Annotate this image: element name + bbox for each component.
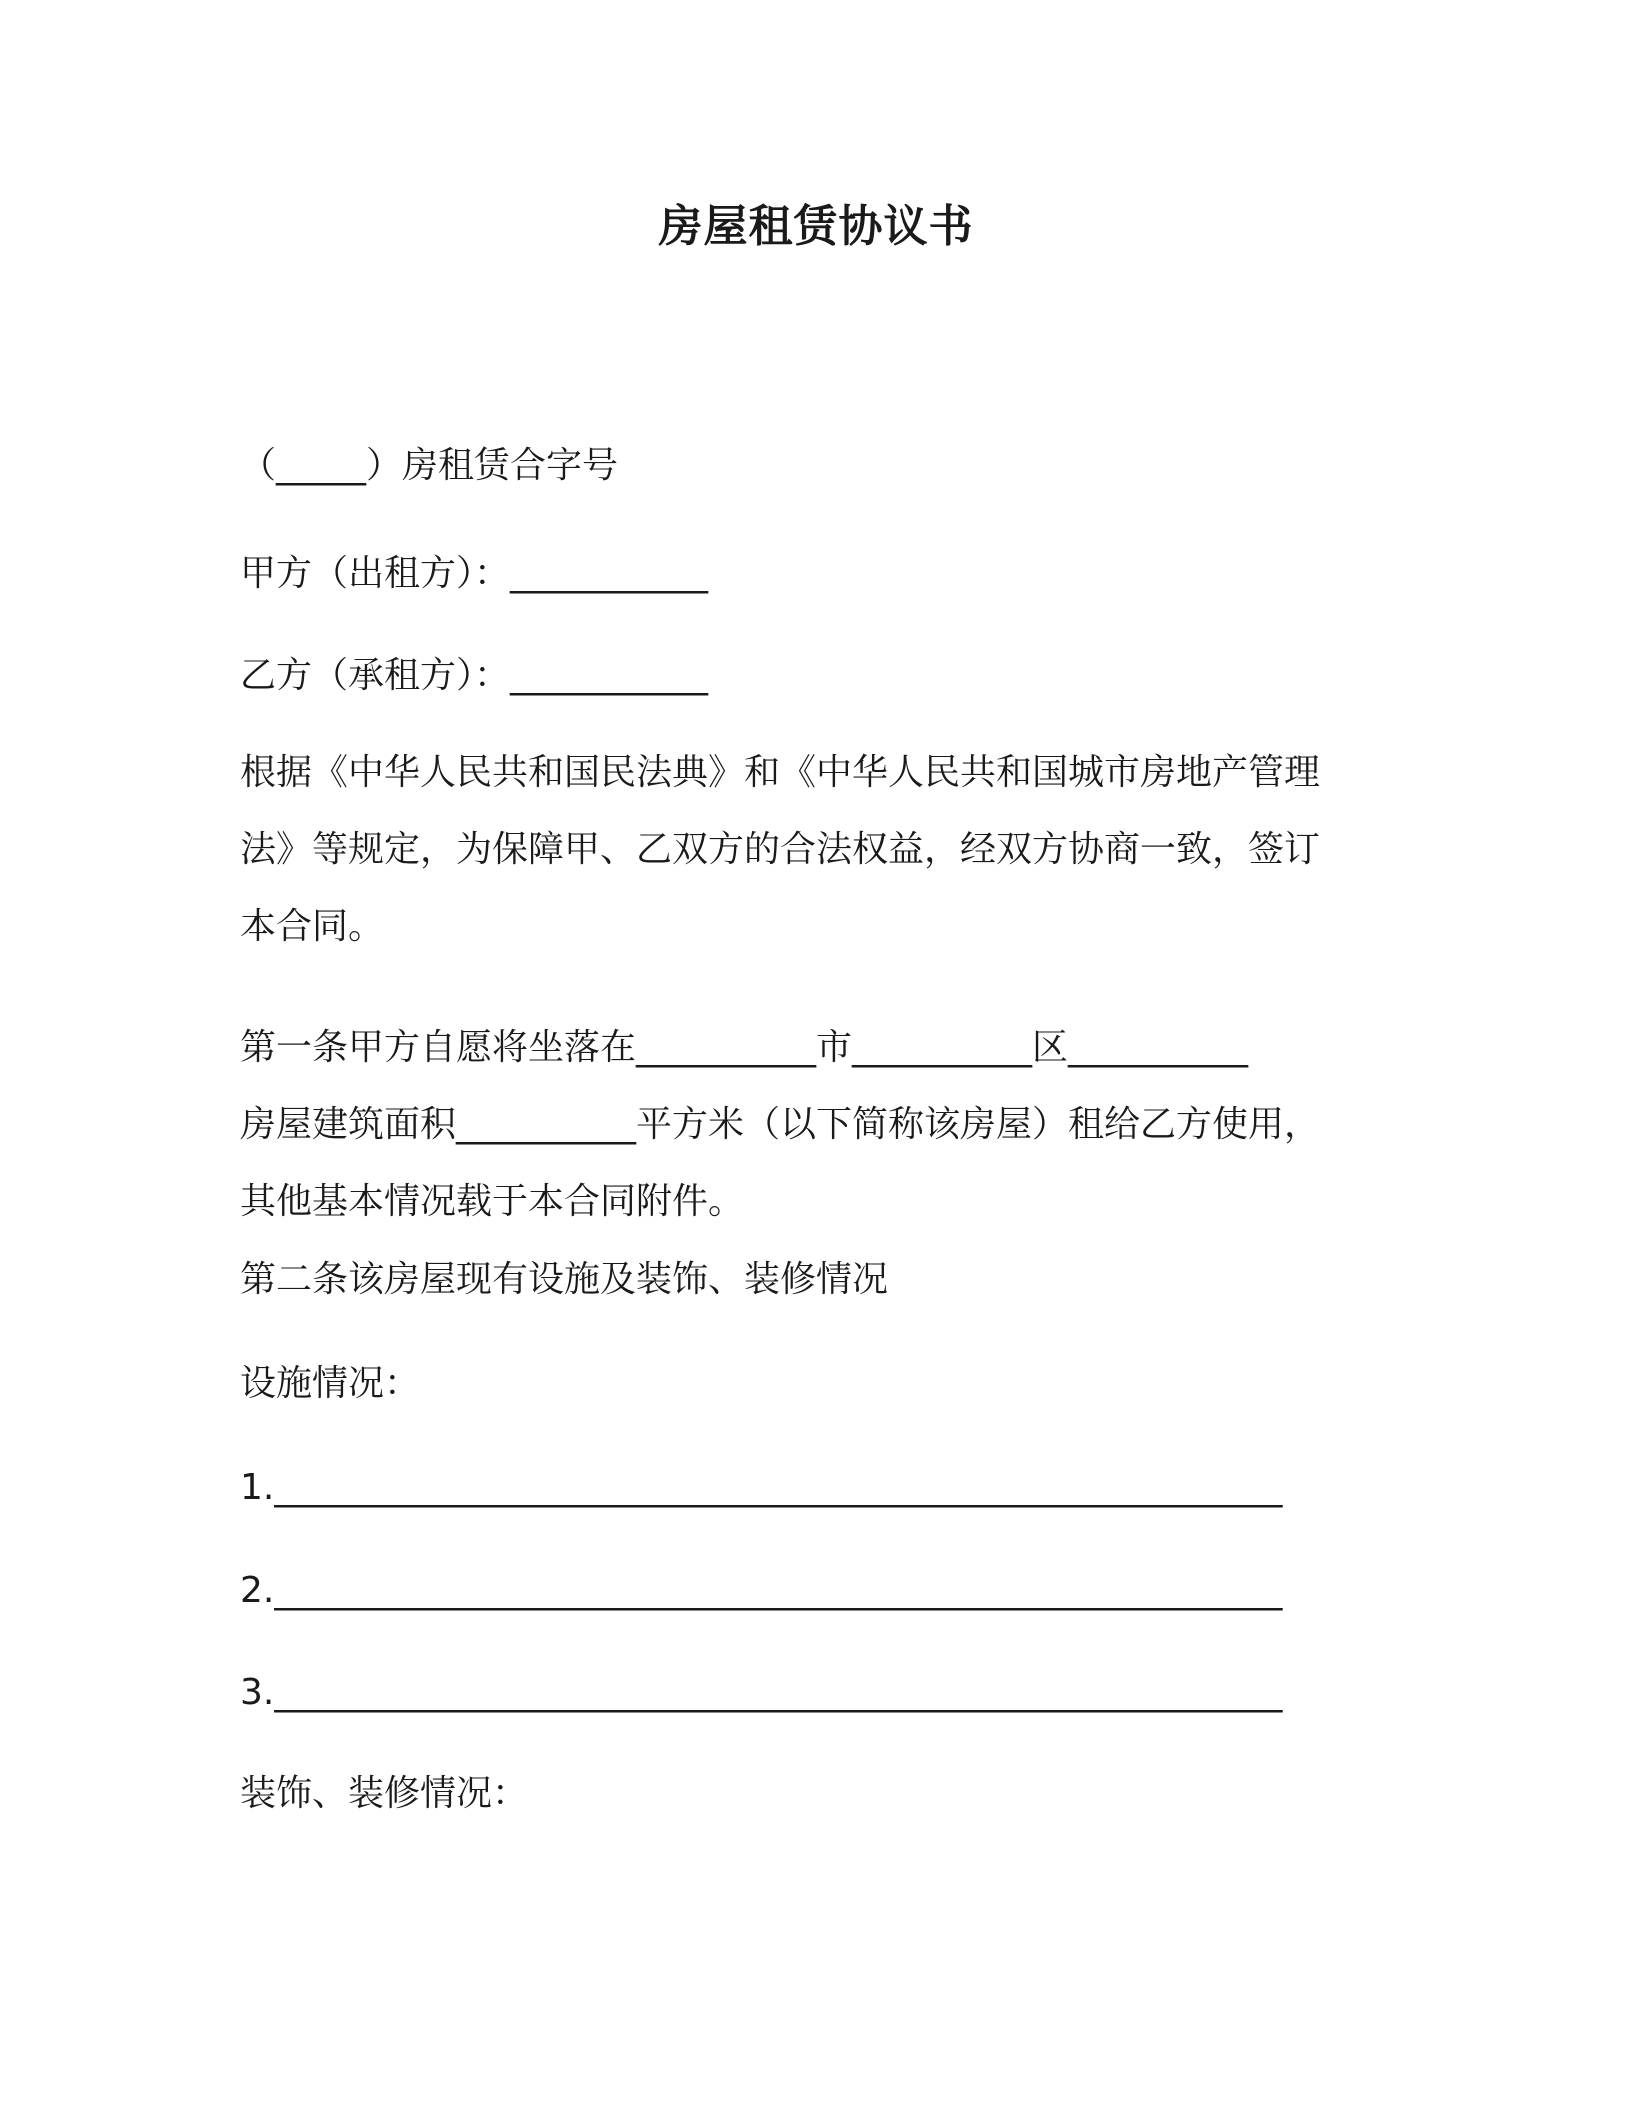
article-1-line-3: 其他基本情况载于本合同附件。 [240, 1181, 745, 1222]
article-2-heading: 第二条该房屋现有设施及装饰、装修情况 [240, 1259, 889, 1300]
facility-item-3: 3.________________________________________________________ [240, 1672, 1283, 1713]
party-b-line: 乙方（承租方）：___________ [240, 655, 709, 696]
facility-item-1: 1.________________________________________________________ [240, 1467, 1283, 1508]
party-a-line: 甲方（出租方）：___________ [240, 553, 709, 594]
article-1-paragraph [240, 1009, 1360, 1240]
contract-number-line: （_____）房租赁合字号 [240, 445, 619, 486]
facilities-label: 设施情况： [240, 1363, 421, 1404]
preamble-line-1: 根据《中华人民共和国民法典》和《中华人民共和国城市房地产管理 [240, 752, 1321, 793]
facility-item-2: 2.________________________________________________________ [240, 1570, 1283, 1611]
decoration-label: 装饰、装修情况： [240, 1773, 529, 1814]
preamble-line-2: 法》等规定，为保障甲、乙双方的合法权益，经双方协商一致，签订 [240, 829, 1321, 870]
preamble-line-3: 本合同。 [240, 906, 385, 947]
article-1-line-1: 第一条甲方自愿将坐落在__________市__________区__________ [240, 1027, 1249, 1068]
article-1-line-2: 房屋建筑面积__________平方米（以下简称该房屋）租给乙方使用， [240, 1104, 1321, 1145]
preamble-paragraph [240, 734, 1360, 965]
document-title: 房屋租赁协议书 [658, 201, 974, 252]
